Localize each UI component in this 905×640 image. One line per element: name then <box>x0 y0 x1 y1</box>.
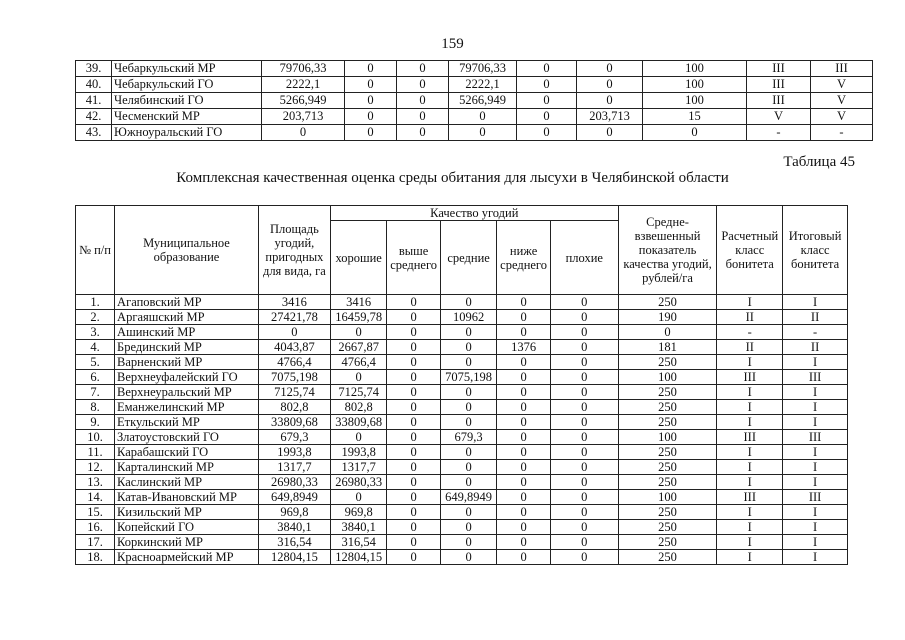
table-cell: I <box>717 295 783 310</box>
table-cell: 0 <box>387 505 440 520</box>
table-cell: 0 <box>440 520 497 535</box>
table-cell: 1317,7 <box>330 460 387 475</box>
table-cell: 0 <box>440 535 497 550</box>
table-cell: 0 <box>397 61 449 77</box>
table-cell: I <box>783 535 848 550</box>
table-cell: 40. <box>76 77 112 93</box>
table-cell: 0 <box>387 430 440 445</box>
table-row <box>76 93 873 109</box>
table-cell: 42. <box>76 109 112 125</box>
table-cell: 0 <box>577 61 643 77</box>
table-cell: 316,54 <box>330 535 387 550</box>
table-cell: 0 <box>497 415 550 430</box>
table-cell: 12. <box>76 460 115 475</box>
table-cell: 0 <box>387 520 440 535</box>
table-cell: 0 <box>387 310 440 325</box>
header-below-average: ниже среднего <box>497 221 550 295</box>
table-cell: 4043,87 <box>258 340 330 355</box>
table-cell: 0 <box>577 77 643 93</box>
table-cell: 33809,68 <box>258 415 330 430</box>
table-cell: 0 <box>440 445 497 460</box>
municipality-cell: Катав-Ивановский МР <box>115 490 259 505</box>
table-cell: 7075,198 <box>258 370 330 385</box>
municipality-cell: Варненский МР <box>115 355 259 370</box>
table-cell: 0 <box>440 325 497 340</box>
header-quality: Качество угодий <box>330 206 618 221</box>
table-cell: 0 <box>550 310 618 325</box>
table-cell: V <box>747 109 811 125</box>
table-cell: 0 <box>397 125 449 141</box>
table-cell: 15. <box>76 505 115 520</box>
table-cell: I <box>783 295 848 310</box>
header-final-class: Итоговый класс бонитета <box>783 206 848 295</box>
table-row <box>76 520 848 535</box>
table-cell: 0 <box>387 460 440 475</box>
table-cell: 0 <box>550 370 618 385</box>
municipality-cell: Верхнеуфалейский ГО <box>115 370 259 385</box>
table-row <box>76 310 848 325</box>
table-cell: 0 <box>330 370 387 385</box>
table-cell: 3840,1 <box>330 520 387 535</box>
page-number: 159 <box>441 36 464 52</box>
table-cell: 33809,68 <box>330 415 387 430</box>
table-cell: 0 <box>440 400 497 415</box>
table-cell: 0 <box>550 325 618 340</box>
municipality-cell: Красноармейский МР <box>115 550 259 565</box>
municipality-cell: Южноуральский ГО <box>112 125 262 141</box>
table-cell: III <box>747 77 811 93</box>
table-cell: 0 <box>550 475 618 490</box>
table-cell: 250 <box>618 295 717 310</box>
table-cell: 4766,4 <box>330 355 387 370</box>
table-cell: 0 <box>550 295 618 310</box>
table-cell: 16. <box>76 520 115 535</box>
table-cell: V <box>811 77 873 93</box>
table-cell: 0 <box>550 445 618 460</box>
table-continuation <box>75 60 873 141</box>
table-cell: I <box>783 415 848 430</box>
table-cell: 0 <box>387 385 440 400</box>
table-cell: 0 <box>497 460 550 475</box>
header-municipality: Муниципальное образование <box>115 206 259 295</box>
table-cell: 0 <box>550 400 618 415</box>
table-cell: 0 <box>440 505 497 520</box>
table-cell: 0 <box>517 109 577 125</box>
table-cell: 27421,78 <box>258 310 330 325</box>
table-cell: III <box>717 430 783 445</box>
table-cell: 0 <box>618 325 717 340</box>
table-cell: 0 <box>440 475 497 490</box>
table-cell: I <box>717 460 783 475</box>
table-cell: 250 <box>618 550 717 565</box>
table-cell: 7. <box>76 385 115 400</box>
table-cell: I <box>717 520 783 535</box>
table-cell: 0 <box>550 520 618 535</box>
table-cell: I <box>717 445 783 460</box>
municipality-cell: Чесменский МР <box>112 109 262 125</box>
table-row <box>76 325 848 340</box>
table-row <box>76 445 848 460</box>
table-cell: - <box>811 125 873 141</box>
table-cell: 0 <box>345 125 397 141</box>
municipality-cell: Аргаяшский МР <box>115 310 259 325</box>
table-cell: 2667,87 <box>330 340 387 355</box>
table-cell: 0 <box>345 61 397 77</box>
municipality-cell: Еманжелинский МР <box>115 400 259 415</box>
table-cell: 316,54 <box>258 535 330 550</box>
header-average: средние <box>440 221 497 295</box>
table-row <box>76 355 848 370</box>
table-cell: 1376 <box>497 340 550 355</box>
table-cell: 1993,8 <box>330 445 387 460</box>
table-row <box>76 490 848 505</box>
table-cell: 0 <box>550 385 618 400</box>
municipality-cell: Еткульский МР <box>115 415 259 430</box>
table-cell: 0 <box>497 520 550 535</box>
table-cell: 0 <box>387 295 440 310</box>
table-cell: 0 <box>497 370 550 385</box>
table-row <box>76 61 873 77</box>
table-cell: I <box>783 355 848 370</box>
table-row <box>76 340 848 355</box>
table-cell: 0 <box>577 125 643 141</box>
table-cell: 43. <box>76 125 112 141</box>
table-cell: 0 <box>387 490 440 505</box>
table-cell: I <box>783 520 848 535</box>
table-cell: 0 <box>330 490 387 505</box>
municipality-cell: Кизильский МР <box>115 505 259 520</box>
table-cell: III <box>783 490 848 505</box>
table-cell: 12804,15 <box>330 550 387 565</box>
table-cell: 8. <box>76 400 115 415</box>
table-cell: 0 <box>497 325 550 340</box>
table-cell: 0 <box>440 340 497 355</box>
table-cell: 0 <box>497 430 550 445</box>
table-cell: 0 <box>387 325 440 340</box>
table-cell: I <box>717 400 783 415</box>
table-row <box>76 125 873 141</box>
municipality-cell: Верхнеуральский МР <box>115 385 259 400</box>
table-cell: 203,713 <box>577 109 643 125</box>
table-cell: 0 <box>387 475 440 490</box>
table-cell: 7125,74 <box>330 385 387 400</box>
table-cell: 0 <box>550 535 618 550</box>
table-cell: III <box>717 370 783 385</box>
table-cell: V <box>811 93 873 109</box>
table-cell: 0 <box>387 400 440 415</box>
table-cell: V <box>811 109 873 125</box>
table-cell: 3416 <box>330 295 387 310</box>
table-cell: 4. <box>76 340 115 355</box>
table-cell: 0 <box>517 125 577 141</box>
table-cell: 250 <box>618 505 717 520</box>
table-row <box>76 415 848 430</box>
table-cell: 0 <box>387 535 440 550</box>
table-row <box>76 475 848 490</box>
municipality-cell: Челябинский ГО <box>112 93 262 109</box>
header-bad: плохие <box>550 221 618 295</box>
table-cell: 5266,949 <box>449 93 517 109</box>
table-cell: 181 <box>618 340 717 355</box>
table-cell: 6. <box>76 370 115 385</box>
table-cell: 0 <box>345 93 397 109</box>
table-cell: 4766,4 <box>258 355 330 370</box>
table-cell: 250 <box>618 445 717 460</box>
table-cell: 0 <box>497 550 550 565</box>
table-cell: 2222,1 <box>449 77 517 93</box>
table-cell: 0 <box>517 77 577 93</box>
table-cell: 0 <box>387 445 440 460</box>
municipality-cell: Карабашский ГО <box>115 445 259 460</box>
table-row <box>76 505 848 520</box>
municipality-cell: Агаповский МР <box>115 295 259 310</box>
table-cell: 12804,15 <box>258 550 330 565</box>
table-cell: 15 <box>643 109 747 125</box>
table-cell: 0 <box>550 550 618 565</box>
table-row <box>76 550 848 565</box>
table-cell: 679,3 <box>440 430 497 445</box>
table-cell: I <box>717 535 783 550</box>
header-area: Площадь угодий, пригодных для вида, га <box>258 206 330 295</box>
table-cell: I <box>783 445 848 460</box>
table-cell: 203,713 <box>262 109 345 125</box>
table-cell: 0 <box>550 430 618 445</box>
table-cell: 0 <box>550 415 618 430</box>
table-cell: 0 <box>550 355 618 370</box>
table-cell: 0 <box>345 77 397 93</box>
table-cell: 0 <box>643 125 747 141</box>
table-cell: 0 <box>550 460 618 475</box>
table-cell: II <box>717 340 783 355</box>
municipality-cell: Чебаркульский ГО <box>112 77 262 93</box>
table-cell: III <box>811 61 873 77</box>
table-cell: - <box>783 325 848 340</box>
table-cell: 0 <box>577 93 643 109</box>
header-weighted: Средне-взвешенный показатель качества угодий, рублей/га <box>618 206 717 295</box>
table-cell: 250 <box>618 520 717 535</box>
table-cell: 649,8949 <box>440 490 497 505</box>
table-cell: 2222,1 <box>262 77 345 93</box>
table-label: Таблица 45 <box>783 154 855 170</box>
table-cell: 250 <box>618 385 717 400</box>
table-cell: 802,8 <box>258 400 330 415</box>
table-cell: I <box>783 460 848 475</box>
header-num: № п/п <box>76 206 115 295</box>
table-cell: II <box>783 310 848 325</box>
table-cell: 802,8 <box>330 400 387 415</box>
table-row <box>76 77 873 93</box>
table-cell: 26980,33 <box>330 475 387 490</box>
table-cell: 0 <box>497 385 550 400</box>
header-calc-class: Расчетный класс бонитета <box>717 206 783 295</box>
table-cell: - <box>747 125 811 141</box>
table-cell: I <box>783 475 848 490</box>
table-cell: 0 <box>497 355 550 370</box>
table-row <box>76 295 848 310</box>
table-cell: 1993,8 <box>258 445 330 460</box>
table-cell: 969,8 <box>330 505 387 520</box>
table-cell: 26980,33 <box>258 475 330 490</box>
table-cell: 679,3 <box>258 430 330 445</box>
table-cell: 0 <box>497 535 550 550</box>
table-cell: 0 <box>258 325 330 340</box>
table-cell: 0 <box>550 340 618 355</box>
table-cell: 969,8 <box>258 505 330 520</box>
table-cell: 10. <box>76 430 115 445</box>
table-cell: 0 <box>440 550 497 565</box>
table-cell: 250 <box>618 415 717 430</box>
table-row <box>76 109 873 125</box>
table-cell: 250 <box>618 475 717 490</box>
table-cell: 250 <box>618 535 717 550</box>
table-cell: 100 <box>618 490 717 505</box>
table-cell: III <box>783 430 848 445</box>
table-cell: 100 <box>618 370 717 385</box>
table-cell: 0 <box>497 445 550 460</box>
table-cell: 100 <box>643 77 747 93</box>
table-cell: 0 <box>550 490 618 505</box>
municipality-cell: Копейский ГО <box>115 520 259 535</box>
table-cell: 3416 <box>258 295 330 310</box>
table-continuation-body <box>76 61 873 141</box>
table-cell: 9. <box>76 415 115 430</box>
table-cell: I <box>717 550 783 565</box>
table-row <box>76 400 848 415</box>
table-cell: 0 <box>440 460 497 475</box>
table-cell: 7125,74 <box>258 385 330 400</box>
municipality-cell: Карталинский МР <box>115 460 259 475</box>
table-cell: I <box>717 505 783 520</box>
header-good: хорошие <box>330 221 387 295</box>
table-cell: 39. <box>76 61 112 77</box>
table-cell: 79706,33 <box>449 61 517 77</box>
municipality-cell: Каслинский МР <box>115 475 259 490</box>
table-cell: III <box>783 370 848 385</box>
header-above-average: выше среднего <box>387 221 440 295</box>
table-cell: 16459,78 <box>330 310 387 325</box>
table-cell: 0 <box>497 505 550 520</box>
table-cell: 0 <box>440 415 497 430</box>
table-cell: 0 <box>517 61 577 77</box>
table-cell: - <box>717 325 783 340</box>
table-row <box>76 385 848 400</box>
table-cell: 0 <box>449 109 517 125</box>
table-cell: 0 <box>387 355 440 370</box>
table-cell: 649,8949 <box>258 490 330 505</box>
table-cell: 100 <box>643 93 747 109</box>
municipality-cell: Коркинский МР <box>115 535 259 550</box>
table-cell: 0 <box>497 475 550 490</box>
table-cell: 0 <box>397 109 449 125</box>
table-cell: 250 <box>618 400 717 415</box>
table-cell: II <box>783 340 848 355</box>
table-cell: 0 <box>387 415 440 430</box>
table-cell: 7075,198 <box>440 370 497 385</box>
table-cell: 18. <box>76 550 115 565</box>
table-cell: 1. <box>76 295 115 310</box>
table-cell: 0 <box>387 340 440 355</box>
table-cell: 0 <box>330 325 387 340</box>
table-title: Комплексная качественная оценка среды обитания для лысухи в Челябинской области <box>176 170 729 186</box>
municipality-cell: Чебаркульский МР <box>112 61 262 77</box>
table-row <box>76 430 848 445</box>
table-cell: 0 <box>397 77 449 93</box>
table-cell: 0 <box>387 550 440 565</box>
table-cell: 250 <box>618 460 717 475</box>
table-cell: 11. <box>76 445 115 460</box>
table-row <box>76 535 848 550</box>
table-cell: 0 <box>497 295 550 310</box>
table-cell: 0 <box>517 93 577 109</box>
table-cell: 0 <box>440 385 497 400</box>
habitat-assessment-body <box>76 295 848 565</box>
table-cell: I <box>717 415 783 430</box>
table-cell: 0 <box>387 370 440 385</box>
table-cell: 5266,949 <box>262 93 345 109</box>
table-cell: III <box>747 93 811 109</box>
table-cell: 100 <box>618 430 717 445</box>
table-cell: 0 <box>497 310 550 325</box>
table-cell: 14. <box>76 490 115 505</box>
table-cell: I <box>783 385 848 400</box>
table-cell: 0 <box>397 93 449 109</box>
table-cell: 0 <box>330 430 387 445</box>
table-cell: 0 <box>262 125 345 141</box>
table-cell: 0 <box>345 109 397 125</box>
table-cell: 2. <box>76 310 115 325</box>
table-cell: III <box>717 490 783 505</box>
table-cell: I <box>717 385 783 400</box>
table-cell: 13. <box>76 475 115 490</box>
table-cell: II <box>717 310 783 325</box>
table-cell: 0 <box>440 295 497 310</box>
habitat-assessment-table <box>75 205 848 565</box>
table-cell: I <box>783 400 848 415</box>
table-cell: 190 <box>618 310 717 325</box>
table-cell: I <box>783 505 848 520</box>
table-cell: I <box>717 475 783 490</box>
table-cell: III <box>747 61 811 77</box>
table-cell: 41. <box>76 93 112 109</box>
table-cell: 0 <box>440 355 497 370</box>
table-cell: 0 <box>550 505 618 520</box>
table-cell: 3. <box>76 325 115 340</box>
table-cell: 17. <box>76 535 115 550</box>
table-cell: 100 <box>643 61 747 77</box>
municipality-cell: Ашинский МР <box>115 325 259 340</box>
table-cell: 0 <box>497 490 550 505</box>
municipality-cell: Златоустовский ГО <box>115 430 259 445</box>
table-cell: 0 <box>497 400 550 415</box>
table-cell: I <box>783 550 848 565</box>
table-cell: I <box>717 355 783 370</box>
table-cell: 0 <box>449 125 517 141</box>
table-cell: 3840,1 <box>258 520 330 535</box>
table-cell: 10962 <box>440 310 497 325</box>
table-row <box>76 460 848 475</box>
table-cell: 79706,33 <box>262 61 345 77</box>
table-row <box>76 370 848 385</box>
table-cell: 1317,7 <box>258 460 330 475</box>
municipality-cell: Брединский МР <box>115 340 259 355</box>
table-cell: 250 <box>618 355 717 370</box>
table-cell: 5. <box>76 355 115 370</box>
